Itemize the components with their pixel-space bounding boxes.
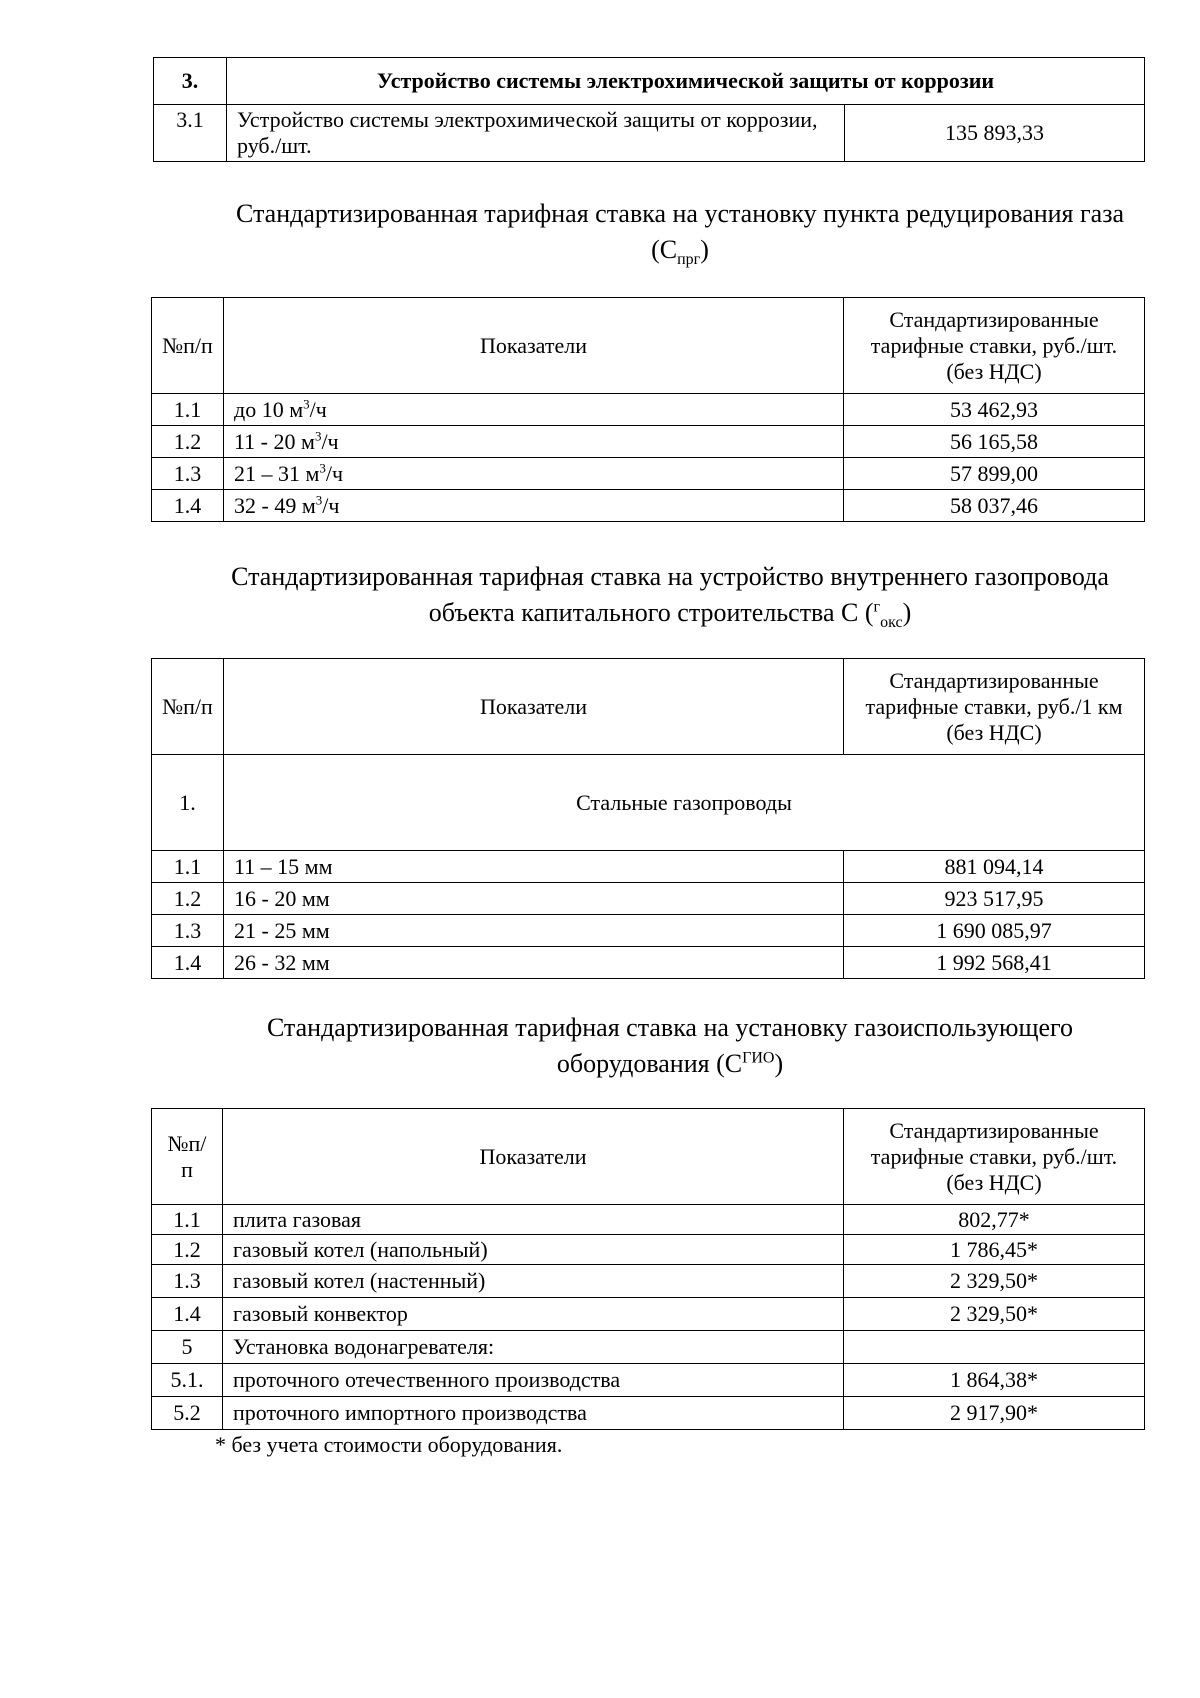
row-value: 802,77*: [844, 1205, 1145, 1235]
unit-tail: /ч: [322, 492, 340, 518]
table-row: [152, 1397, 1145, 1430]
table-row: [152, 1364, 1145, 1397]
unit: м: [289, 396, 304, 422]
row-number: 1.4: [152, 947, 224, 979]
row-number: 1.3: [152, 1265, 223, 1298]
row-number: 5.1.: [152, 1364, 223, 1397]
row-label: 26 - 32 мм: [224, 947, 844, 979]
column-header-rate: Стандартизированные тарифные ставки, руб./1 км (без НДС): [844, 659, 1145, 755]
gio-heading-sup: ГИО: [742, 1049, 775, 1067]
unit-tail: /ч: [321, 428, 339, 454]
unit: м: [301, 492, 316, 518]
row-value: 58 037,46: [844, 490, 1145, 522]
row-label: [224, 458, 844, 490]
row-label-text: 11 - 20: [234, 428, 302, 454]
row-value: 1 992 568,41: [844, 947, 1145, 979]
row-value: 1 864,38*: [844, 1364, 1145, 1397]
unit-sup: 3: [315, 492, 323, 508]
row-label: газовый конвектор: [223, 1298, 844, 1331]
table-group-row: [152, 755, 1145, 851]
row-value: 2 329,50*: [844, 1298, 1145, 1331]
section-title: Устройство системы электрохимической защиты от коррозии: [227, 58, 1145, 105]
unit-tail: /ч: [309, 396, 327, 422]
row-label: плита газовая: [223, 1205, 844, 1235]
table-row: [152, 1205, 1145, 1235]
table-row: [152, 426, 1145, 458]
row-label: проточного импортного производства: [223, 1397, 844, 1430]
row-label-text: 32 - 49: [234, 492, 302, 518]
row-value: 2 329,50*: [844, 1265, 1145, 1298]
gio-table: [151, 1108, 1145, 1430]
unit-sup: 3: [303, 396, 310, 412]
unit: м: [305, 460, 320, 486]
row-number: 1.4: [152, 1298, 223, 1331]
row-number: 1.4: [152, 490, 224, 522]
column-header-rate: Стандартизированные тарифные ставки, руб./шт. (без НДС): [844, 298, 1145, 394]
column-header-indicator: Показатели: [224, 298, 844, 394]
table-row: [154, 105, 1145, 162]
row-value: 135 893,33: [845, 105, 1145, 162]
prg-heading: [210, 196, 1150, 268]
table-row: [152, 1265, 1145, 1298]
group-number: 1.: [152, 755, 224, 851]
column-header-indicator: Показатели: [224, 659, 844, 755]
row-label: 21 - 25 мм: [224, 915, 844, 947]
row-number: 1.3: [152, 915, 224, 947]
table-row: [152, 458, 1145, 490]
group-label: Стальные газопроводы: [224, 755, 1145, 851]
table-row: [152, 1331, 1145, 1364]
row-label: [224, 490, 844, 522]
row-value: 53 462,93: [844, 394, 1145, 426]
row-number: 1.2: [152, 883, 224, 915]
table-header-row: [152, 298, 1145, 394]
table-row: [152, 394, 1145, 426]
row-value: 56 165,58: [844, 426, 1145, 458]
unit-tail: /ч: [325, 460, 344, 486]
column-header-number: №п/п: [152, 1109, 223, 1205]
row-label: газовый котел (напольный): [223, 1235, 844, 1265]
column-header-indicator: Показатели: [223, 1109, 844, 1205]
row-number: 5: [152, 1331, 223, 1364]
row-label-text: 21 – 31: [234, 460, 306, 486]
oks-heading-sup: г: [873, 598, 881, 616]
row-value: 1 786,45*: [844, 1235, 1145, 1265]
prg-heading-text: Стандартизированная тарифная ставка на установку пункта редуцирования газа (С: [235, 199, 1125, 264]
row-value: 57 899,00: [844, 458, 1145, 490]
oks-table: [151, 658, 1145, 979]
oks-heading-sub: окс: [880, 614, 903, 632]
row-label: Установка водонагревателя:: [223, 1331, 844, 1364]
row-number: 1.3: [152, 458, 224, 490]
table-header-row: [152, 659, 1145, 755]
prg-heading-close: ): [700, 235, 709, 264]
column-header-number: №п/п: [152, 298, 224, 394]
table-row: [152, 490, 1145, 522]
row-number: 1.1: [152, 1205, 223, 1235]
row-number: 5.2: [152, 1397, 223, 1430]
table-row: [152, 1298, 1145, 1331]
row-label: проточного отечественного производства: [223, 1364, 844, 1397]
table-row: [152, 915, 1145, 947]
row-label: 16 - 20 мм: [224, 883, 844, 915]
unit-sup: 3: [319, 460, 326, 476]
row-label: газовый котел (настенный): [223, 1265, 844, 1298]
row-label-text: до 10: [234, 396, 290, 422]
footnote: * без учета стоимости оборудования.: [215, 1432, 563, 1457]
prg-heading-sub: прг: [677, 251, 701, 269]
gio-heading: [200, 1010, 1140, 1082]
row-label: [224, 394, 844, 426]
unit: м: [301, 428, 315, 454]
oks-heading-text: Стандартизированная тарифная ставка на устройство внутреннего газопровода объекта капитального строительства С (: [231, 562, 1109, 627]
row-number: 1.1: [152, 851, 224, 883]
prg-table: [151, 297, 1145, 522]
row-value: 2 917,90*: [844, 1397, 1145, 1430]
column-header-rate: Стандартизированные тарифные ставки, руб./шт. (без НДС): [844, 1109, 1145, 1205]
table-row: [152, 947, 1145, 979]
column-header-number: №п/п: [152, 659, 224, 755]
row-value: 923 517,95: [844, 883, 1145, 915]
unit-sup: 3: [314, 428, 322, 444]
oks-heading: [200, 559, 1140, 631]
table-header-row: [152, 1109, 1145, 1205]
row-number: 1.1: [152, 394, 224, 426]
ecz-table: [153, 57, 1145, 162]
table-row: [152, 851, 1145, 883]
row-number: 3.1: [154, 105, 227, 162]
gio-heading-text: Стандартизированная тарифная ставка на установку газоиспользующего оборудования (С: [266, 1013, 1074, 1078]
row-label: [224, 426, 844, 458]
oks-heading-close: ): [902, 598, 912, 627]
row-value: 1 690 085,97: [844, 915, 1145, 947]
section-number: 3.: [154, 58, 227, 105]
gio-heading-close: ): [774, 1049, 784, 1078]
row-number: 1.2: [152, 426, 224, 458]
table-row: [152, 1235, 1145, 1265]
table-header-row: [154, 58, 1145, 105]
row-label: 11 – 15 мм: [224, 851, 844, 883]
row-label: Устройство системы электрохимической защиты от коррозии, руб./шт.: [227, 105, 845, 162]
row-number: 1.2: [152, 1235, 223, 1265]
table-row: [152, 883, 1145, 915]
row-value: [844, 1331, 1145, 1364]
row-value: 881 094,14: [844, 851, 1145, 883]
